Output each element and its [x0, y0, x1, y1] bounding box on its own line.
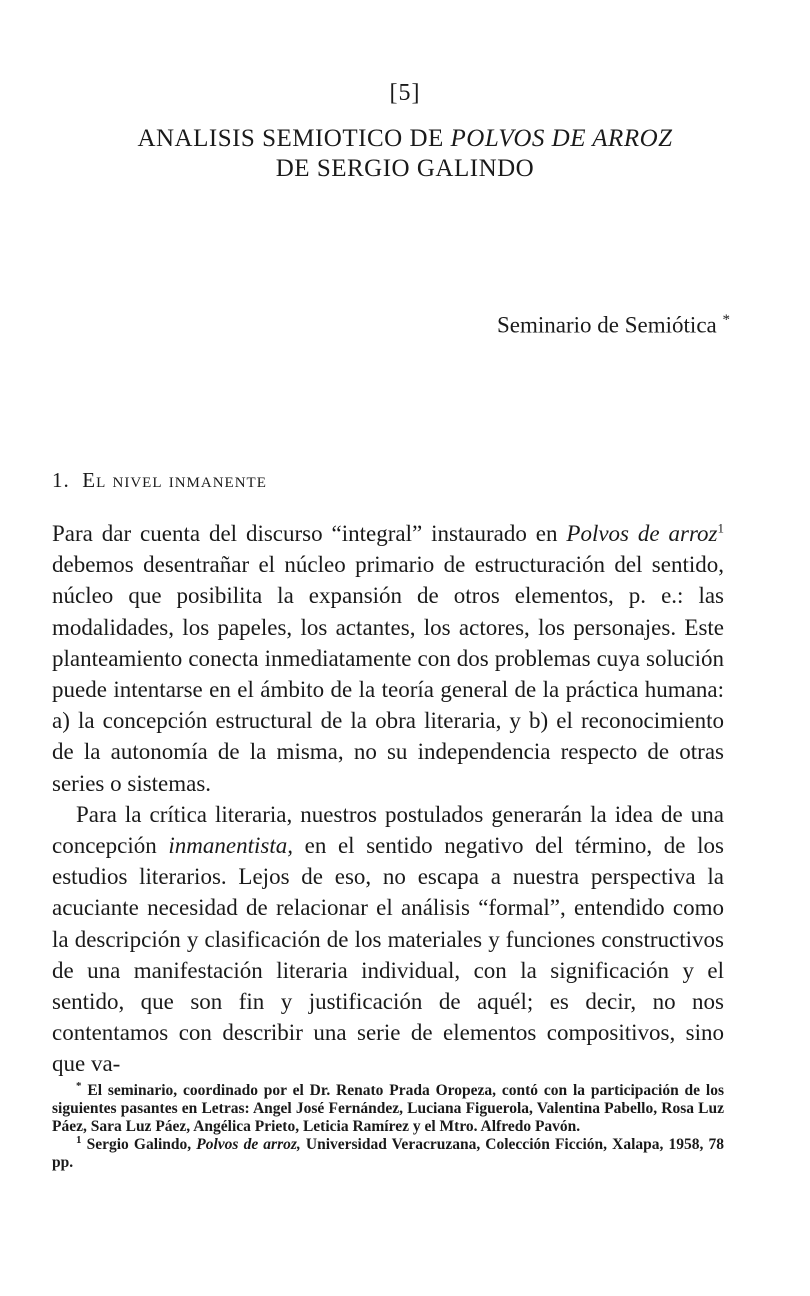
author-footnote-mark: * [722, 312, 730, 328]
title-text: ANALISIS SEMIOTICO DE [137, 125, 451, 152]
paragraph-text: en el sentido negativo del término, de los estudios literarios. Lejos de eso, no escapa a nuestra perspectiva la acuciante necesidad de relacionar el análisis “formal”, entendido como la descripción y clasificación de los materiales y funciones constructivos de una manifestación literaria individual, con la significación y el sentido, que son fin y justificación de aquél; es decir, no nos contentamos con describir una serie de elementos compositivos, sino que va- [52, 833, 724, 1077]
title-italic-work: POLVOS DE ARROZ [450, 125, 673, 152]
emphasis-italic: inmanentista, [168, 833, 293, 859]
paragraph-text: debemos desentrañar el núcleo primario de estructuración del sentido, núcleo que posibilita la expansión de otros elementos, p. e.: las modalidades, los papeles, los actantes, los actores, los personajes. Este planteamiento conecta inmediatamente con dos problemas cuya solución puede intentarse en el ámbito de la teoría general de la práctica humana: a) la concepción estructural de la obra literaria, y b) el reconocimiento de la autonomía de la misma, no su independencia respecto de otras series o sistemas. [52, 552, 724, 796]
section-heading [52, 468, 267, 493]
footnotes [52, 1079, 724, 1172]
footnote [52, 1133, 724, 1172]
footnote-mark: * [76, 1079, 82, 1092]
work-title-italic: Polvos de arroz [566, 521, 718, 546]
title-line-1 [0, 124, 810, 154]
footnote-text: Sergio Galindo, [81, 1136, 197, 1153]
paragraph-text: Para la crítica literaria, nuestros postulados generarán la idea de una concepción [52, 801, 724, 859]
footnote [52, 1079, 724, 1136]
title-line-2: DE SERGIO GALINDO [275, 155, 535, 182]
page-number: [5] [389, 80, 421, 106]
paragraph [52, 799, 724, 1080]
footnote-ref: 1 [717, 520, 724, 536]
author-name: Seminario de Semiótica [497, 312, 717, 338]
footnote-text: El seminario, coordinado por el Dr. Renato Prada Oropeza, contó con la participación de los siguientes pasantes en Letras: Angel José Fernández, Luciana Figuerola, Valentina Pabello, Rosa Luz Páez, Sara Luz Páez, Angélica Prieto, Leticia Ramírez y el Mtro. Alfredo Pavón. [52, 1082, 724, 1135]
author-byline [497, 312, 730, 339]
footnote-mark: 1 [76, 1133, 82, 1146]
body-text [52, 518, 724, 1080]
footnote-text: Universidad Veracruzana, Colección Ficción, Xalapa, 1958, 78 pp. [52, 1136, 724, 1171]
paragraph-text: Para dar cuenta del discurso “integral” instaurado en [52, 521, 567, 546]
work-title-italic: Polvos de arroz, [196, 1136, 301, 1153]
section-number: 1. [52, 468, 70, 492]
section-title: El nivel inmanente [82, 468, 267, 492]
paragraph [52, 518, 724, 799]
article-title [0, 124, 810, 184]
